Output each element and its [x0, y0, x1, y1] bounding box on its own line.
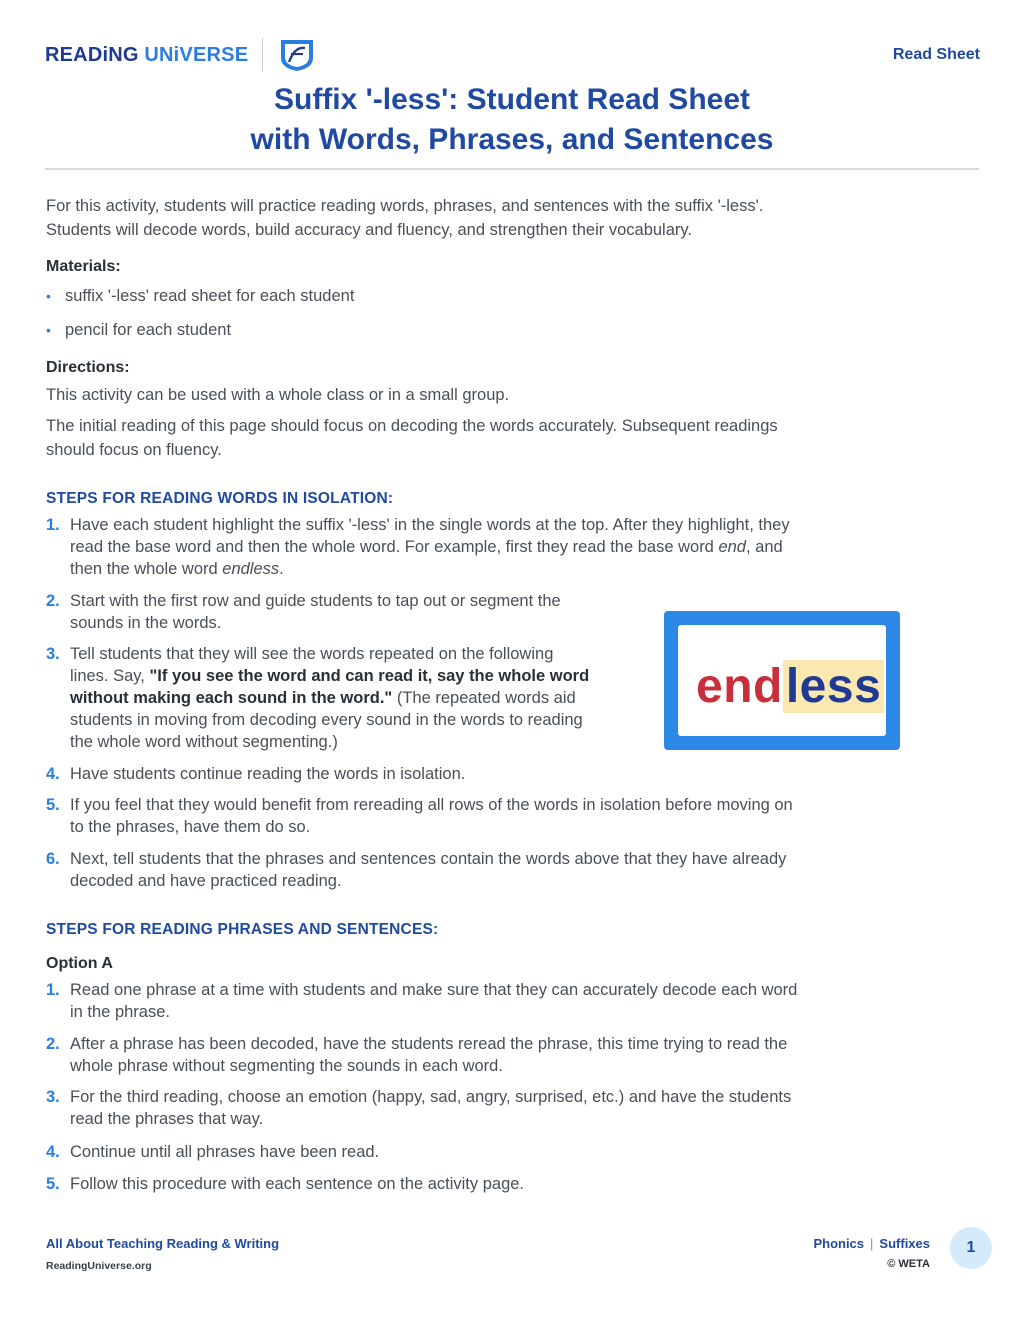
- step-text: Follow this procedure with each sentence on the activity page.: [70, 1175, 525, 1193]
- step-line: in the phrase.: [70, 1003, 170, 1021]
- step-text: [70, 848, 786, 892]
- example-word: [696, 661, 884, 713]
- word-card-inner: [678, 625, 886, 736]
- intro-line-1: For this activity, students will practice reading words, phrases, and sentences with the suffix '-less'.: [46, 197, 764, 215]
- step-line: to the phrases, have them do so.: [70, 818, 311, 836]
- step-number: 5.: [46, 796, 60, 814]
- quoted-instruction: "If you see the word and can read it, say the whole word: [149, 667, 590, 685]
- step-line: Tell students that they will see the words repeated on the following: [70, 645, 554, 663]
- step-line: After a phrase has been decoded, have the students reread the phrase, this time trying to read the: [70, 1035, 788, 1053]
- step-line: .: [279, 560, 284, 578]
- step-line: , and: [745, 538, 783, 556]
- logo-word-universe: UNiVERSE: [144, 43, 249, 66]
- step-line: Next, tell students that the phrases and sentences contain the words above that they have already: [70, 850, 787, 868]
- step-text: Continue until all phrases have been read.: [70, 1143, 380, 1161]
- step-number: 3.: [46, 645, 60, 663]
- step-text: [70, 643, 589, 753]
- directions-p2-line-1: The initial reading of this page should focus on decoding the words accurately. Subsequent readings: [46, 417, 778, 435]
- copyright: © WETA: [887, 1258, 930, 1270]
- directions-p2-line-2: should focus on fluency.: [46, 441, 222, 459]
- list-item: [46, 284, 354, 318]
- step-number: 1.: [46, 981, 60, 999]
- step-line: whole phrase without segmenting the sounds in each word.: [70, 1057, 503, 1075]
- word-base: end: [696, 660, 783, 713]
- material-item-1: suffix '-less' read sheet for each student: [65, 287, 355, 305]
- step-line: Read one phrase at a time with students and make sure that they can accurately decode each word: [70, 981, 798, 999]
- example-whole-word: endless: [222, 560, 280, 578]
- footer-url[interactable]: ReadingUniverse.org: [46, 1260, 152, 1272]
- step-line: If you feel that they would benefit from rereading all rows of the words in isolation before moving on: [70, 796, 793, 814]
- example-word-card: [664, 611, 900, 750]
- step-line: the whole word without segmenting.): [70, 733, 338, 751]
- directions-paragraph-2: [46, 414, 886, 462]
- reading-universe-logo[interactable]: [45, 38, 317, 72]
- title-divider: [45, 168, 979, 170]
- page-title: [0, 80, 1024, 160]
- bullet-dot-icon: •: [46, 322, 51, 338]
- quoted-instruction: without making each sound in the word.": [70, 689, 393, 707]
- step-number: 1.: [46, 516, 60, 534]
- list-item: [46, 318, 354, 352]
- materials-list: [46, 284, 354, 352]
- page-number-badge: 1: [950, 1227, 992, 1269]
- directions-label: Directions:: [46, 359, 130, 376]
- footer-breadcrumb: [813, 1236, 930, 1251]
- step-line: (The repeated words aid: [392, 689, 576, 707]
- example-base-word: end: [718, 538, 746, 556]
- step-number: 4.: [46, 1143, 60, 1161]
- word-suffix-highlight: less: [783, 660, 884, 713]
- step-line: Start with the first row and guide students to tap out or segment the: [70, 592, 561, 610]
- aft-logo-icon: [277, 38, 317, 72]
- title-line-2: with Words, Phrases, and Sentences: [250, 123, 774, 156]
- materials-label: Materials:: [46, 258, 121, 275]
- breadcrumb-phonics[interactable]: Phonics: [813, 1236, 865, 1251]
- isolation-heading: STEPS FOR READING WORDS IN ISOLATION:: [46, 490, 394, 507]
- footer-series-title[interactable]: All About Teaching Reading & Writing: [46, 1236, 280, 1251]
- phrases-heading: STEPS FOR READING PHRASES AND SENTENCES:: [46, 921, 439, 938]
- step-text: [70, 514, 790, 580]
- step-text: [70, 590, 561, 634]
- step-text: [70, 1086, 791, 1130]
- step-line: then the whole word: [70, 560, 223, 578]
- document-type-label: Read Sheet: [892, 46, 980, 63]
- bullet-dot-icon: •: [46, 288, 51, 304]
- logo-divider: [262, 38, 263, 72]
- step-line: students in moving from decoding every sound in the words to reading: [70, 711, 583, 729]
- step-line: lines. Say,: [70, 667, 150, 685]
- step-line: decoded and have practiced reading.: [70, 872, 342, 890]
- step-text: [70, 979, 797, 1023]
- material-item-2: pencil for each student: [65, 321, 232, 339]
- directions-paragraph-1: This activity can be used with a whole class or in a small group.: [46, 386, 510, 404]
- step-line: sounds in the words.: [70, 614, 222, 632]
- step-line: read the base word and then the whole word. For example, first they read the base word: [70, 538, 719, 556]
- step-line: read the phrases that way.: [70, 1110, 264, 1128]
- logo-word-reading: READiNG: [45, 43, 145, 66]
- breadcrumb-suffixes[interactable]: Suffixes: [879, 1236, 930, 1251]
- step-number: 3.: [46, 1088, 60, 1106]
- logo-wordmark: [45, 44, 248, 67]
- step-number: 4.: [46, 765, 60, 783]
- step-number: 2.: [46, 592, 60, 610]
- option-label: Option A: [46, 955, 113, 972]
- step-number: 6.: [46, 850, 60, 868]
- step-text: [70, 794, 793, 838]
- step-line: For the third reading, choose an emotion (happy, sad, angry, surprised, etc.) and have the students: [70, 1088, 792, 1106]
- step-line: Have each student highlight the suffix '-less' in the single words at the top. After they highlight, they: [70, 516, 790, 534]
- step-number: 5.: [46, 1175, 60, 1193]
- title-line-1: Suffix '-less': Student Read Sheet: [273, 83, 750, 116]
- intro-line-2: Students will decode words, build accuracy and fluency, and strengthen their vocabulary.: [46, 221, 693, 239]
- step-text: [70, 1033, 787, 1077]
- intro-paragraph: [46, 194, 886, 242]
- breadcrumb-separator: |: [870, 1236, 874, 1251]
- step-text: Have students continue reading the words in isolation.: [70, 765, 466, 783]
- step-number: 2.: [46, 1035, 60, 1053]
